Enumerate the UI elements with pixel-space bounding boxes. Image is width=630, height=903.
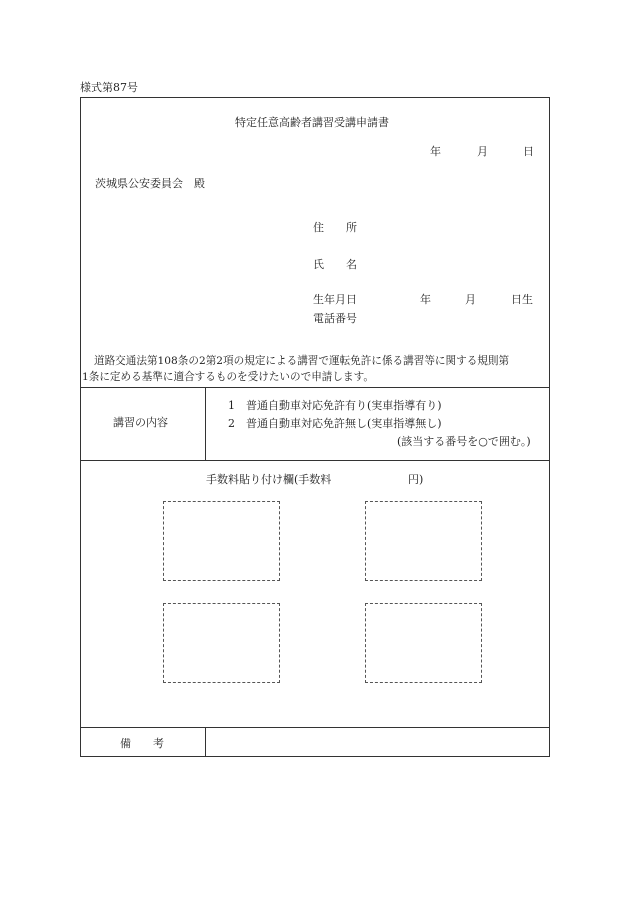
course-column-divider [205, 387, 206, 460]
date-day: 日 [523, 145, 534, 158]
course-option-1-text: 普通自動車対応免許有り(実車指導有り) [246, 399, 442, 412]
divider-after-statement [81, 387, 549, 388]
birth-day: 日生 [511, 293, 533, 306]
phone-label: 電話番号 [313, 312, 357, 325]
date-year: 年 [430, 145, 441, 158]
fee-stamp-box [365, 603, 482, 683]
course-option-2-text: 普通自動車対応免許無し(実車指導無し) [246, 417, 442, 430]
divider-after-course [81, 460, 549, 461]
birth-year: 年 [420, 293, 431, 306]
addressee: 茨城県公安委員会 殿 [95, 177, 205, 190]
course-option-2-number: 2 [228, 417, 235, 430]
fee-stamp-box [163, 501, 280, 581]
form-title: 特定任意高齢者講習受講申請書 [235, 116, 389, 129]
fee-stamp-box [163, 603, 280, 683]
birth-date-label: 生年月日 [313, 293, 357, 306]
course-note: (該当する番号を○で囲む。) [397, 435, 531, 448]
statement-line-1: 道路交通法第108条の2第2項の規定による講習で運転免許に係る講習等に関する規則第 [94, 355, 510, 367]
remarks-label: 備 考 [120, 737, 164, 750]
address-label: 住 所 [313, 221, 357, 234]
statement-line-2: 1条に定める基準に適合するものを受けたいので申請します。 [82, 371, 374, 383]
date-month: 月 [477, 145, 488, 158]
course-label: 講習の内容 [113, 416, 168, 429]
form-number: 様式第87号 [80, 81, 138, 94]
name-label: 氏 名 [313, 258, 357, 271]
course-option-1-number: 1 [228, 399, 235, 412]
birth-month: 月 [465, 293, 476, 306]
fee-stamp-box [365, 501, 482, 581]
remarks-field[interactable] [206, 728, 549, 756]
fee-label: 手数料貼り付け欄(手数料 [206, 473, 332, 486]
fee-unit: 円) [408, 473, 424, 486]
